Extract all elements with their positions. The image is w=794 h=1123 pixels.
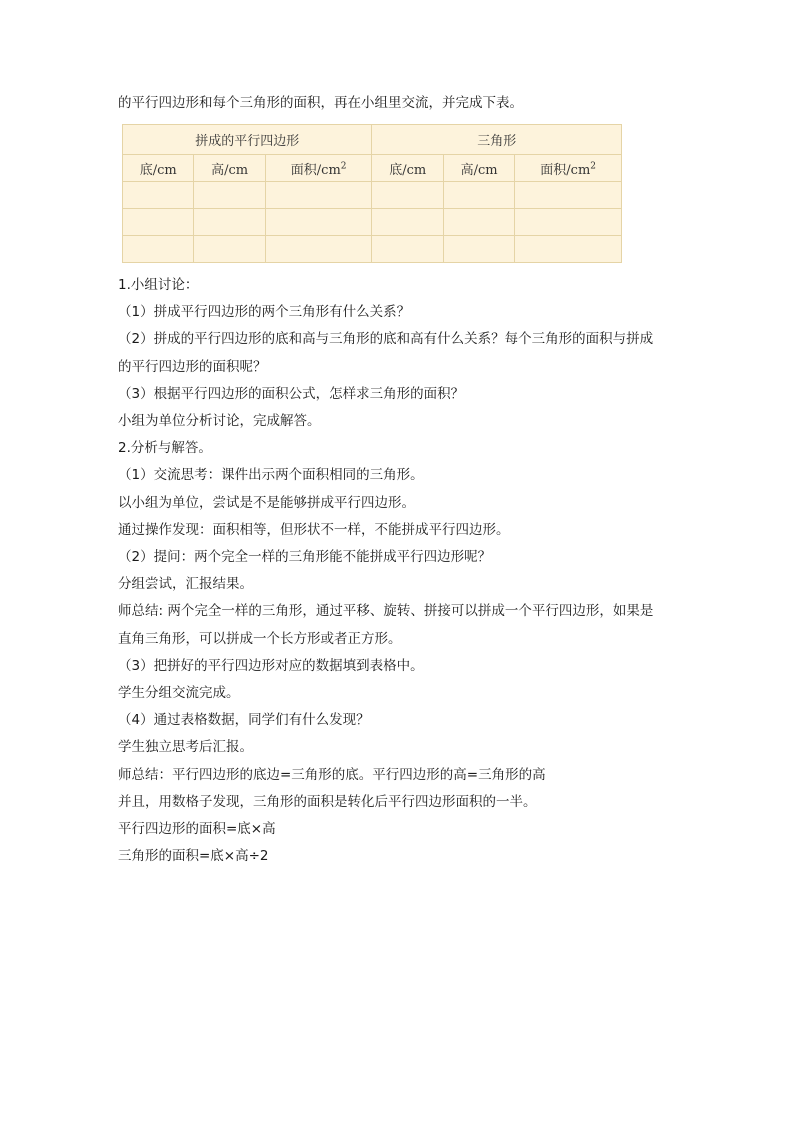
text-line: （1）拼成平行四边形的两个三角形有什么关系？ [118, 304, 411, 321]
text-line: 师总结: 两个完全一样的三角形，通过平移、旋转、拼接可以拼成一个平行四边形，如果是 [118, 603, 654, 620]
table-cell [265, 182, 372, 209]
header-base: 底/cm [123, 155, 194, 182]
text-line: 分组尝试，汇报结果。 [118, 576, 253, 593]
header-height: 高/cm [443, 155, 514, 182]
text-line: （3）根据平行四边形的面积公式，怎样求三角形的面积？ [118, 385, 465, 402]
text-line: （1）交流思考：课件出示两个面积相同的三角形。 [118, 467, 424, 484]
table-cell [123, 236, 194, 263]
table-cell [515, 209, 622, 236]
text-line: 2.分析与解答。 [118, 440, 212, 457]
table-cell [515, 182, 622, 209]
table-row [123, 209, 622, 236]
table-row [123, 236, 622, 263]
table-cell [515, 236, 622, 263]
area-table [122, 124, 622, 263]
text-line: 小组为单位分析讨论，完成解答。 [118, 413, 321, 430]
table-row [123, 182, 622, 209]
table-cell [265, 209, 372, 236]
text-line: 三角形的面积=底×高÷2 [118, 848, 269, 865]
text-line: 直角三角形，可以拼成一个长方形或者正方形。 [118, 630, 402, 647]
header-base: 底/cm [372, 155, 443, 182]
header-height: 高/cm [194, 155, 265, 182]
text-line: 的平行四边形的面积呢？ [118, 358, 267, 375]
table-cell [372, 209, 443, 236]
table-cell [372, 182, 443, 209]
table-cell [372, 236, 443, 263]
intro-text: 的平行四边形和每个三角形的面积，再在小组里交流，并完成下表。 [118, 95, 523, 111]
text-line: 并且，用数格子发现，三角形的面积是转化后平行四边形面积的一半。 [118, 793, 537, 810]
table-group-row [123, 125, 622, 155]
table-cell [194, 182, 265, 209]
text-line: 师总结：平行四边形的底边=三角形的底。平行四边形的高=三角形的高 [118, 766, 546, 783]
text-line: 平行四边形的面积=底×高 [118, 821, 276, 838]
body-text [118, 272, 678, 870]
header-area: 面积$/cm^2$ [515, 155, 622, 182]
table-cell [443, 182, 514, 209]
text-line: （2）拼成的平行四边形的底和高与三角形的底和高有什么关系？每个三角形的面积与拼成 [118, 331, 654, 348]
table-header-row [123, 155, 622, 182]
table-cell [194, 236, 265, 263]
table-cell [194, 209, 265, 236]
table-cell [443, 236, 514, 263]
table-cell [123, 209, 194, 236]
text-line: 通过操作发现：面积相等，但形状不一样，不能拼成平行四边形。 [118, 521, 510, 538]
table-cell [123, 182, 194, 209]
text-line: （2）提问：两个完全一样的三角形能不能拼成平行四边形呢？ [118, 549, 492, 566]
group-header-parallelogram: 拼成的平行四边形 [123, 125, 372, 155]
text-line: （3）把拼好的平行四边形对应的数据填到表格中。 [118, 657, 424, 674]
text-line: （4）通过表格数据，同学们有什么发现？ [118, 712, 370, 729]
text-line: 以小组为单位，尝试是不是能够拼成平行四边形。 [118, 494, 415, 511]
group-header-triangle: 三角形 [372, 125, 622, 155]
table-cell [265, 236, 372, 263]
table-cell [443, 209, 514, 236]
text-line: 学生分组交流完成。 [118, 685, 240, 702]
text-line: 学生独立思考后汇报。 [118, 739, 253, 756]
header-area: 面积$/cm^2$ [265, 155, 372, 182]
text-line: 1.小组讨论： [118, 277, 199, 293]
